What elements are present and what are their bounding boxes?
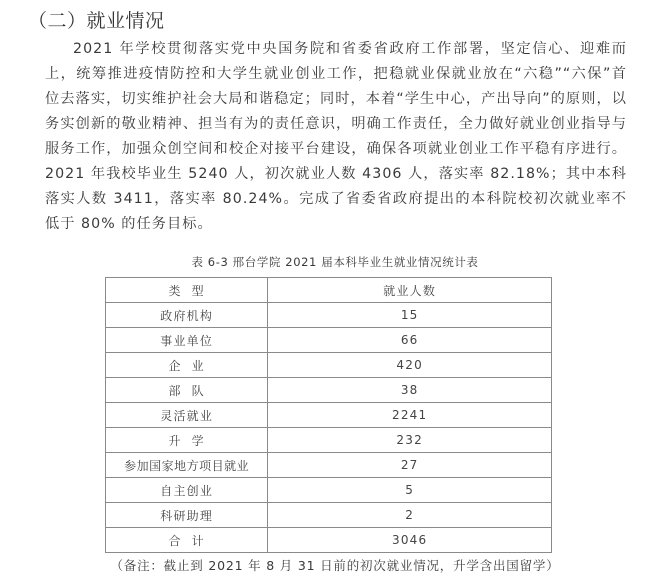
- employment-paragraph: 2021 年学校贯彻落实党中央国务院和省委省政府工作部署，坚定信心、迎难而上，统筹推进疫情防控和大学生就业创业工作，把稳就业保就业放在“六稳”“六保”首位去落实，切实维护社会大局和谐稳定；同时，本着“学生中心，产出导向”的原则，以务实创新的敬业精神、担当有为的责任意识，明确工作责任，全力做好就业创业指导与服务工作，加强众创空间和校企对接平台建设，确保各项就业创业工作平稳有序进行。2021 年我校毕业生 5240 人，初次就业人数 4306 人，落实率 82.18%；其中本科落实人数 3411，落实率 80.24%。完成了省委省政府提出的本科院校初次就业率不低于 80% 的任务目标。: [45, 41, 627, 232]
- table-row: [106, 428, 552, 453]
- table-row: [106, 303, 552, 328]
- cell-type: 部 队: [106, 378, 268, 403]
- table-row: [106, 453, 552, 478]
- cell-count: 15: [268, 303, 552, 328]
- cell-type: 灵活就业: [106, 403, 268, 428]
- cell-type: 企 业: [106, 353, 268, 378]
- cell-type: 政府机构: [106, 303, 268, 328]
- cell-type: 参加国家地方项目就业: [106, 453, 268, 478]
- cell-type: 自主创业: [106, 478, 268, 503]
- table-header-row: [106, 278, 552, 303]
- cell-type: 升 学: [106, 428, 268, 453]
- cell-count: 66: [268, 328, 552, 353]
- cell-count: 2: [268, 503, 552, 528]
- cell-type: 科研助理: [106, 503, 268, 528]
- table-row: [106, 478, 552, 503]
- header-type: 类 型: [106, 278, 268, 303]
- cell-type: 事业单位: [106, 328, 268, 353]
- header-count: 就业人数: [268, 278, 552, 303]
- section-heading: （二）就业情况: [28, 10, 165, 32]
- table-row: [106, 503, 552, 528]
- employment-table: [105, 277, 552, 553]
- cell-type: 合 计: [106, 528, 268, 553]
- cell-count: 5: [268, 478, 552, 503]
- cell-count: 2241: [268, 403, 552, 428]
- cell-count: 420: [268, 353, 552, 378]
- cell-count: 27: [268, 453, 552, 478]
- table-total-row: [106, 528, 552, 553]
- table-row: [106, 328, 552, 353]
- cell-count: 3046: [268, 528, 552, 553]
- table-row: [106, 353, 552, 378]
- cell-count: 232: [268, 428, 552, 453]
- table-row: [106, 378, 552, 403]
- table-caption: 表 6-3 邢台学院 2021 届本科毕业生就业情况统计表: [191, 255, 479, 269]
- cell-count: 38: [268, 378, 552, 403]
- table-note: （备注：截止到 2021 年 8 月 31 日前的初次就业情况，升学含出国留学）: [110, 558, 560, 573]
- table-row: [106, 403, 552, 428]
